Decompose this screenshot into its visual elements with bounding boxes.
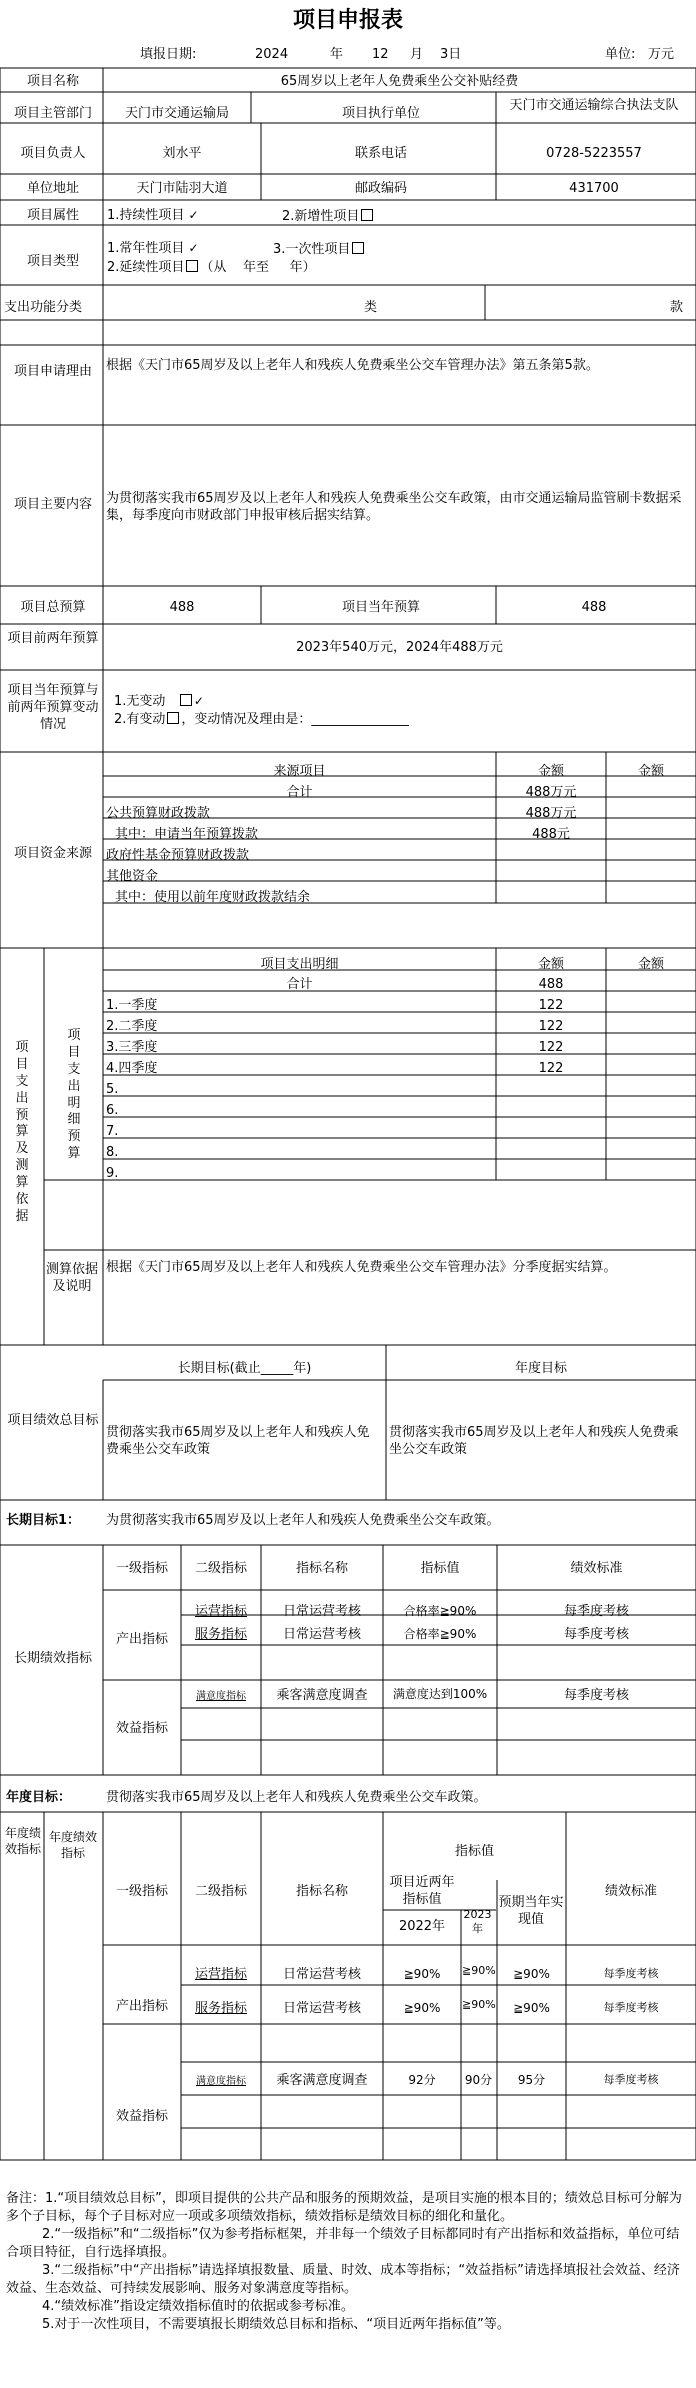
- annual-2022: 92分: [408, 2073, 436, 2087]
- lt-value: 满意度达到100%: [392, 1687, 488, 1701]
- annual-h-2022: 2022年: [398, 1919, 446, 1934]
- funding-row-name: 其他资金: [106, 869, 159, 884]
- funding-row-amount: 488万元: [525, 785, 577, 800]
- fill-date-year: 2024: [255, 47, 289, 62]
- annual-2023: 90分: [464, 2073, 493, 2087]
- total-budget-value: 488: [169, 600, 195, 615]
- annual-standard: 每季度考核: [603, 2073, 659, 2086]
- expense-row-name: 合计: [286, 977, 313, 992]
- expense-row-amount: 122: [538, 1019, 564, 1034]
- checkbox-empty-icon: [352, 242, 364, 254]
- expense-outer-label: 项目支出预算及测算依据: [15, 1040, 29, 1224]
- checkbox-empty-icon: [167, 712, 179, 724]
- annual-h-expect: 预期当年实现值: [498, 1895, 564, 1927]
- reason-label: 项目申请理由: [13, 364, 92, 379]
- func-label: 支出功能分类: [4, 300, 83, 315]
- note-item: 3.“二级指标”中“产出指标”请选择填报数量、质量、时效、成本等指标；“效益指标”请选择填报社会效益、经济效益、生态效益、可持续发展影响、服务对象满意度等指标。: [6, 2263, 680, 2296]
- note-item: 5.对于一次性项目，不需要填报长期绩效总目标和指标、“项目近两年指标值”等。: [42, 2317, 510, 2332]
- annual-goal-text: 贯彻落实我市65周岁及以上老年人和残疾人免费乘坐公交车政策: [389, 1425, 679, 1457]
- annual-benefit-label: 效益指标: [115, 2109, 168, 2124]
- lt-benefit-label: 效益指标: [115, 1721, 168, 1736]
- expense-inner-label: 项目支出明细预算: [67, 1028, 81, 1162]
- annual-output-label: 产出指标: [115, 1999, 168, 2014]
- dept-value: 天门市交通运输局: [124, 106, 229, 121]
- annual-2023: ≧90%: [462, 1998, 496, 2011]
- lt-name: 日常运营考核: [282, 1604, 361, 1619]
- lt-output-label: 产出指标: [115, 1632, 168, 1647]
- note-item: 2.“一级指标”和“二级指标”仅为参考指标框架，并非每一个绩效子目标都同时有产出指标和效益指标，单位可结合项目特征，自行选择填报。: [6, 2227, 680, 2260]
- lt-standard: 每季度考核: [563, 1688, 629, 1703]
- annual-col-a: 年度绩效指标: [4, 1826, 41, 1856]
- checkbox-empty-icon: [180, 694, 192, 706]
- funding-label: 项目资金来源: [13, 846, 92, 861]
- annual-h-recent: 项目近两年指标值: [389, 1875, 455, 1907]
- type-option-annual[interactable]: 1.常年性项目 ✓: [107, 241, 199, 256]
- fill-date-month-unit: 月: [410, 47, 424, 62]
- expense-row-name: 2.二季度: [106, 1019, 158, 1034]
- lt-value: 合格率≧90%: [403, 1627, 477, 1641]
- annual-2022: ≧90%: [403, 1967, 441, 1981]
- lt-standard: 每季度考核: [563, 1604, 629, 1619]
- funding-col-amount2: 金额: [637, 764, 664, 779]
- attr-option-continuous[interactable]: 1.持续性项目 ✓: [107, 208, 199, 223]
- annual-h-standard: 绩效标准: [604, 1884, 657, 1899]
- checkbox-empty-icon: [361, 209, 373, 221]
- fill-date-label: 填报日期:: [140, 47, 197, 62]
- zip-value: 431700: [569, 181, 619, 196]
- annual-name: 日常运营考核: [282, 2001, 361, 2016]
- annual-text: 贯彻落实我市65周岁及以上老年人和残疾人免费乘坐公交车政策。: [106, 1790, 487, 1805]
- attr-option-new[interactable]: 2.新增性项目: [282, 209, 375, 225]
- project-name-label: 项目名称: [26, 74, 79, 89]
- form-title: 项目申报表: [292, 8, 403, 33]
- project-name-value: 65周岁以上老年人免费乘坐公交补贴经费: [280, 74, 519, 89]
- func-class: 类: [364, 300, 378, 315]
- expense-col-amount1: 金额: [537, 957, 564, 972]
- funding-row-name: 公共预算财政拨款: [106, 806, 211, 821]
- reason-text: 根据《天门市65周岁及以上老年人和残疾人免费乘坐公交车管理办法》第五条第5款。: [106, 358, 599, 373]
- phone-label: 联系电话: [354, 146, 407, 161]
- lt-name: 日常运营考核: [282, 1627, 361, 1642]
- lt-level2: 运营指标: [194, 1604, 247, 1619]
- expense-row-name: 9.: [106, 1166, 119, 1181]
- expense-row-name: 1.一季度: [106, 998, 158, 1013]
- annual-expect: ≧90%: [513, 2001, 550, 2015]
- expense-row-name: 3.三季度: [106, 1040, 158, 1055]
- expense-row-name: 4.四季度: [106, 1061, 158, 1076]
- note-item: 备注：1.“项目绩效总目标”，即项目提供的公共产品和服务的预期效益，是项目实施的根本目的；绩效总目标可分解为多个子目标，每个子目标对应一项或多项绩效指标，绩效指标是绩效目标的细化和量化。: [6, 2191, 682, 2224]
- expense-row-name: 6.: [106, 1103, 119, 1118]
- content-label: 项目主要内容: [13, 497, 92, 512]
- change-option-none[interactable]: 1.无变动 ✓: [114, 694, 204, 709]
- funding-row-name: 政府性基金预算财政拨款: [106, 848, 250, 863]
- address-label: 单位地址: [26, 181, 79, 196]
- current-budget-value: 488: [581, 600, 607, 615]
- lt-level2: 服务指标: [194, 1627, 247, 1642]
- annual-h-level1: 一级指标: [115, 1884, 168, 1899]
- expense-row-amount: 122: [538, 998, 564, 1013]
- leader-label: 项目负责人: [20, 146, 86, 161]
- content-text: 为贯彻落实我市65周岁及以上老年人和残疾人免费乘坐公交车政策，由市交通运输局监管刷卡数据采集，每季度向市财政部门申报审核后据实结算。: [106, 491, 682, 523]
- lt-header: 指标名称: [295, 1561, 348, 1576]
- prev-budget-label: 项目前两年预算: [7, 631, 99, 646]
- expense-col-detail: 项目支出明细: [260, 957, 339, 972]
- unit-value: 万元: [648, 47, 675, 62]
- annual-expect: 95分: [517, 2073, 546, 2087]
- lt-name: 乘客满意度调查: [276, 1688, 368, 1703]
- annual-level2: 满意度指标: [196, 2076, 246, 2087]
- exec-label: 项目执行单位: [341, 106, 420, 121]
- lt-header: 二级指标: [194, 1561, 247, 1576]
- annual-level2: 服务指标: [194, 2001, 247, 2016]
- lt-header: 一级指标: [115, 1561, 168, 1576]
- attr-label: 项目属性: [26, 208, 79, 223]
- fill-date-year-unit: 年: [330, 47, 344, 62]
- annual-standard: 每季度考核: [603, 1967, 659, 1980]
- long-goal-text: 贯彻落实我市65周岁及以上老年人和残疾人免费乘坐公交车政策: [106, 1425, 370, 1457]
- annual-h-name: 指标名称: [295, 1884, 348, 1899]
- annual-h-value: 指标值: [454, 1844, 494, 1859]
- total-budget-label: 项目总预算: [20, 600, 86, 615]
- expense-row-amount: 122: [538, 1040, 564, 1055]
- annual-standard: 每季度考核: [603, 2001, 659, 2014]
- perf-goal-label: 项目绩效总目标: [7, 1413, 99, 1428]
- annual-col-b: 年度绩效指标: [48, 1830, 97, 1860]
- lt-header: 指标值: [420, 1561, 460, 1576]
- address-value: 天门市陆羽大道: [136, 181, 228, 196]
- lt-header: 绩效标准: [570, 1561, 623, 1576]
- phone-value: 0728-5223557: [546, 146, 642, 161]
- fill-date-month: 12: [372, 47, 389, 62]
- long-goal-header: 长期目标(截止_____年): [177, 1361, 312, 1376]
- annual-name: 日常运营考核: [282, 1967, 361, 1982]
- expense-row-name: 8.: [106, 1145, 119, 1160]
- lt-value: 合格率≧90%: [403, 1604, 477, 1618]
- funding-row-name: 其中：申请当年预算拨款: [115, 827, 259, 842]
- change-option-changed[interactable]: 2.有变动 ，变动情况及理由是：_______________: [114, 712, 409, 727]
- basis-text: 根据《天门市65周岁及以上老年人和残疾人免费乘坐公交车管理办法》分季度据实结算。: [106, 1260, 617, 1275]
- annual-expect: ≧90%: [513, 1967, 550, 1981]
- type-option-onetime[interactable]: 3.一次性项目: [273, 242, 366, 258]
- unit-label: 单位:: [605, 47, 636, 62]
- fill-date-day: 3日: [440, 47, 462, 62]
- annual-goal-header: 年度目标: [514, 1361, 567, 1376]
- func-item: 款: [670, 300, 684, 315]
- annual-h-level2: 二级指标: [194, 1884, 247, 1899]
- dept-label: 项目主管部门: [13, 106, 92, 121]
- annual-title: 年度目标：: [6, 1790, 72, 1805]
- leader-value: 刘水平: [162, 146, 202, 161]
- long-term-section-label: 长期绩效指标: [13, 1651, 92, 1666]
- expense-row-name: 7.: [106, 1124, 119, 1139]
- expense-row-amount: 122: [538, 1061, 564, 1076]
- annual-2022: ≧90%: [403, 2001, 441, 2015]
- funding-row-amount: 488万元: [525, 806, 577, 821]
- expense-col-amount2: 金额: [637, 957, 664, 972]
- exec-value: 天门市交通运输综合执法支队: [509, 98, 679, 113]
- zip-label: 邮政编码: [354, 181, 407, 196]
- check-mark-icon: ✓: [188, 208, 199, 222]
- expense-row-name: 5.: [106, 1082, 119, 1097]
- type-option-extended[interactable]: 2.延续性项目 （从 年至 年）: [107, 260, 316, 275]
- long-term-title: 长期目标1：: [6, 1513, 81, 1528]
- annual-2023: ≧90%: [462, 1964, 496, 1977]
- basis-label: 测算依据及说明: [45, 1262, 98, 1294]
- funding-row-amount: 488元: [532, 827, 570, 842]
- type-label: 项目类型: [26, 254, 79, 269]
- funding-row-name: 合计: [286, 785, 313, 800]
- note-item: 4.“绩效标准”指设定绩效指标值时的依据或参考标准。: [42, 2299, 354, 2314]
- check-mark-icon: ✓: [193, 694, 204, 708]
- checkbox-empty-icon: [186, 260, 198, 272]
- lt-level2: 满意度指标: [196, 1691, 246, 1702]
- annual-level2: 运营指标: [194, 1967, 247, 1982]
- annual-name: 乘客满意度调查: [276, 2073, 368, 2088]
- current-budget-label: 项目当年预算: [341, 600, 420, 615]
- notes: [6, 2190, 690, 2334]
- lt-standard: 每季度考核: [563, 1627, 629, 1642]
- funding-row-name: 其中：使用以前年度财政拨款结余: [115, 890, 311, 905]
- expense-row-amount: 488: [538, 977, 564, 992]
- budget-change-label: 项目当年预算与前两年预算变动情况: [7, 683, 99, 732]
- annual-h-2023: 2023年: [463, 1908, 492, 1936]
- funding-col-amount1: 金额: [537, 764, 564, 779]
- funding-col-source: 来源项目: [273, 764, 326, 779]
- long-term-text: 为贯彻落实我市65周岁及以上老年人和残疾人免费乘坐公交车政策。: [106, 1513, 500, 1528]
- prev-budget-value: 2023年540万元，2024年488万元: [296, 640, 503, 655]
- check-mark-icon: ✓: [188, 241, 199, 255]
